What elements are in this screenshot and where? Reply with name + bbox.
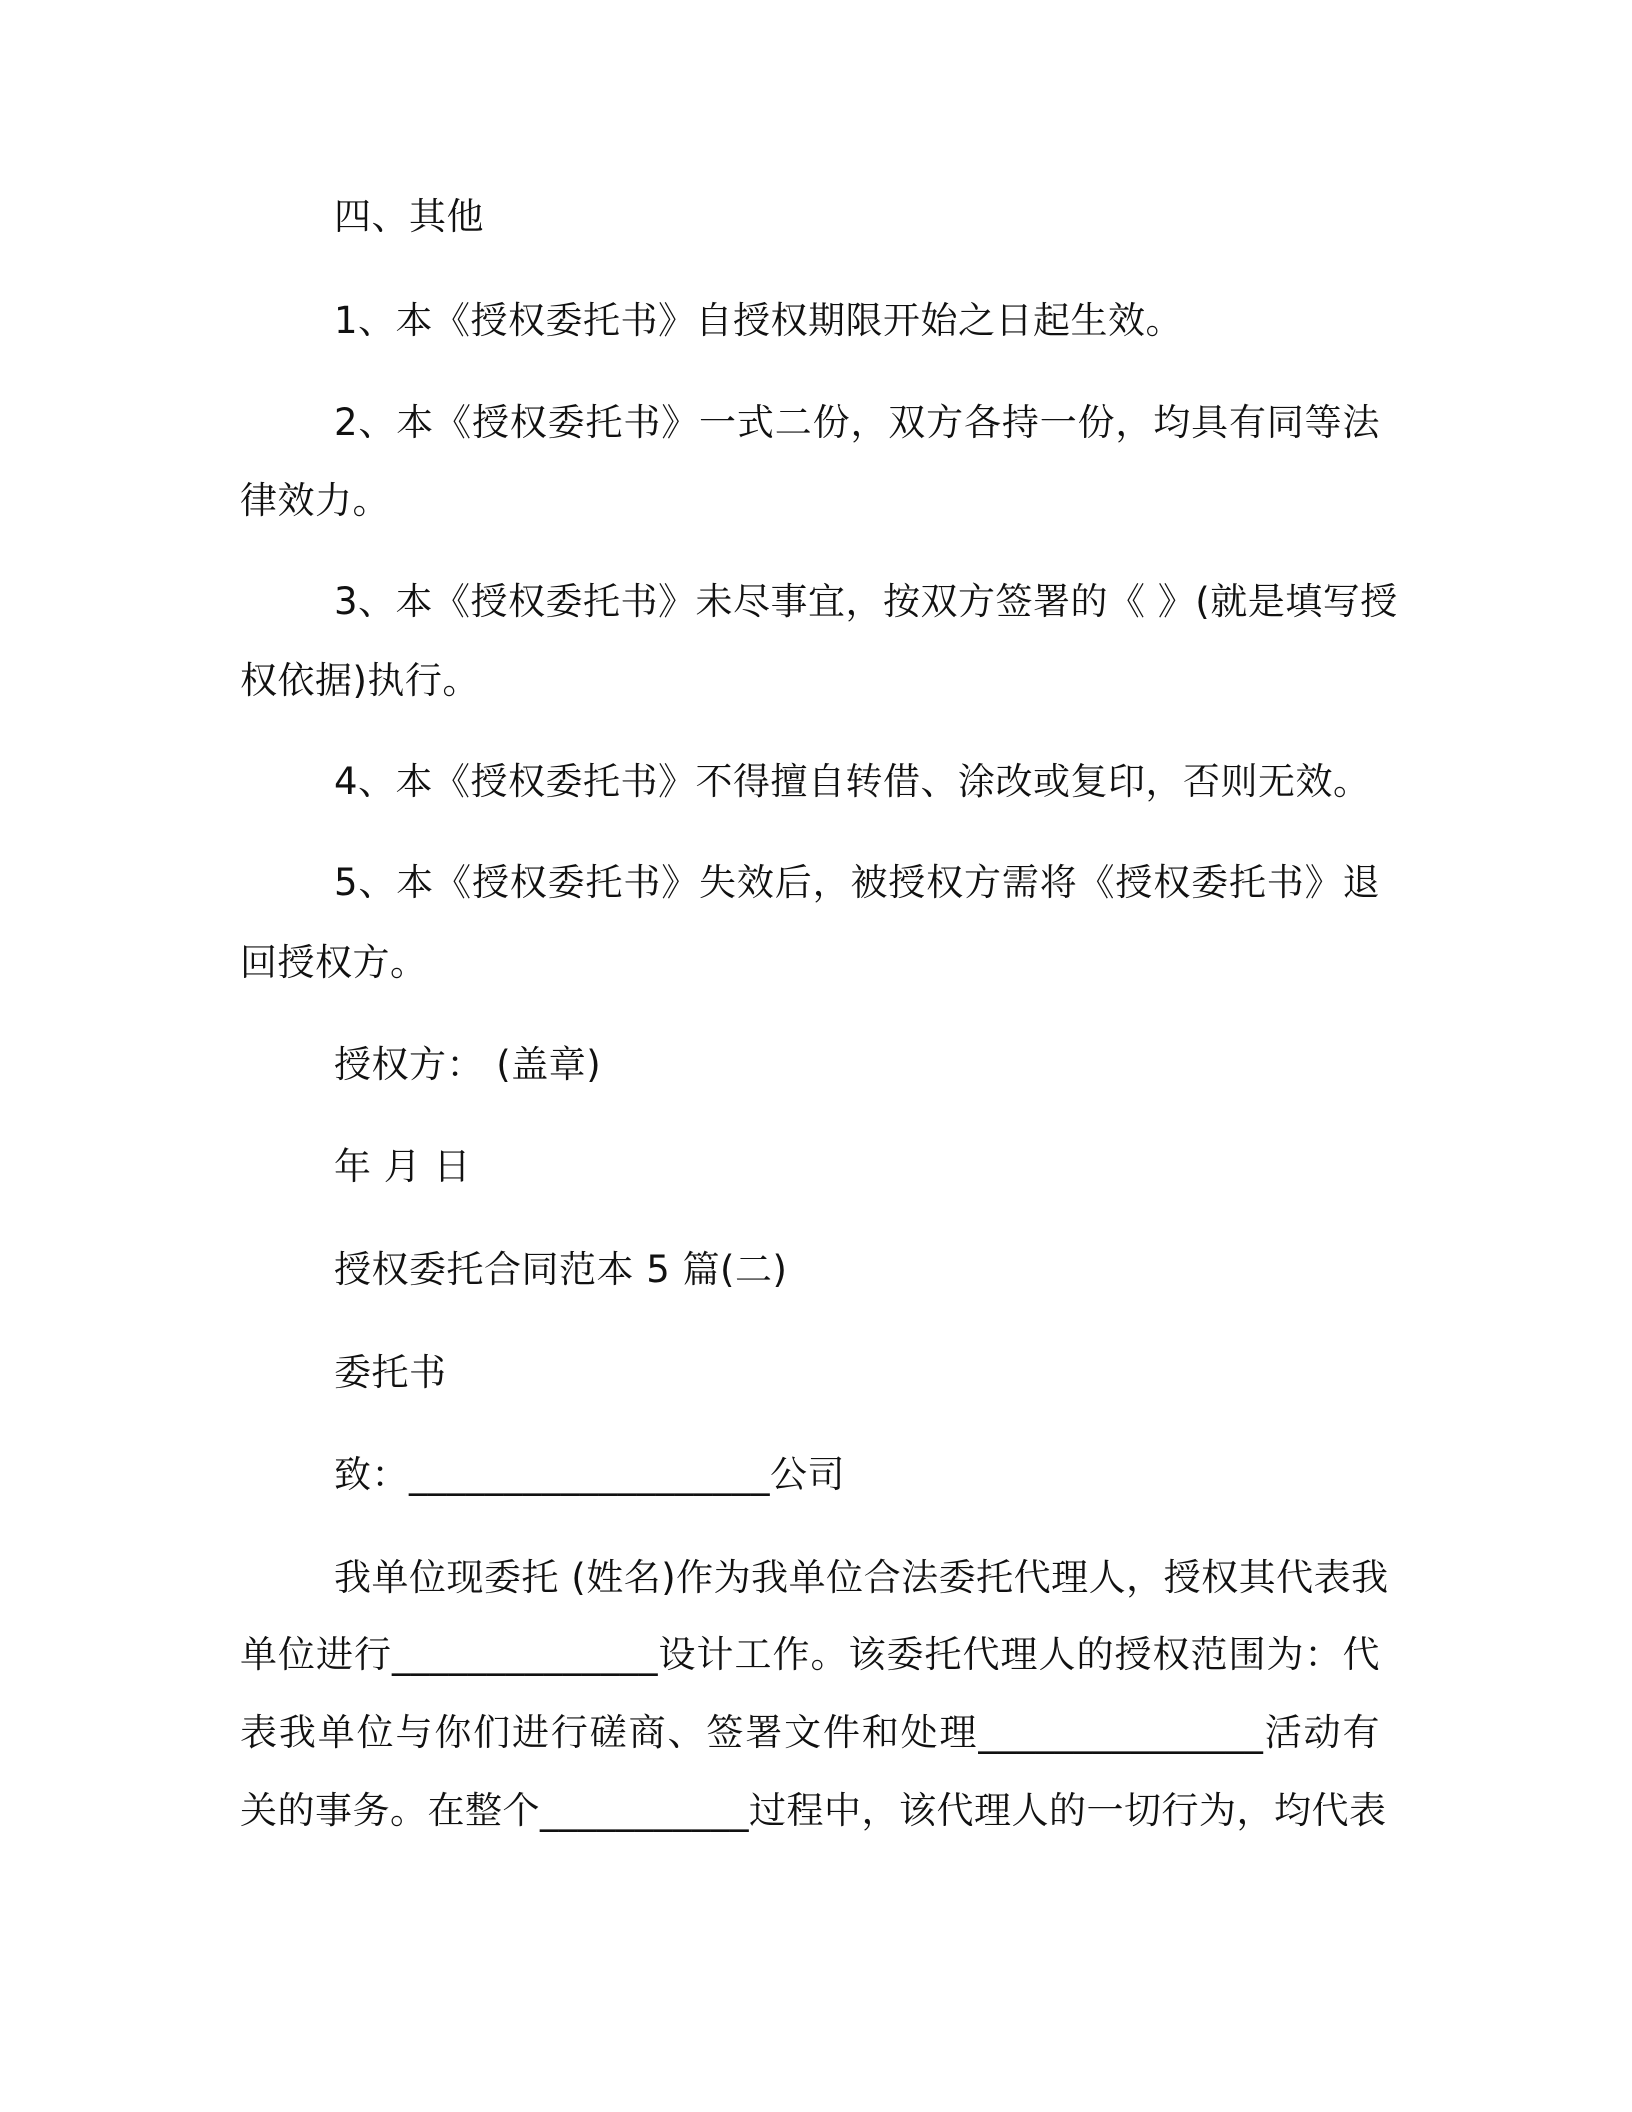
clause-5-line-1: 5、本《授权委托书》失效后，被授权方需将《授权委托书》退	[334, 861, 1380, 904]
clause-3-line-1: 3、本《授权委托书》未尽事宜，按双方签署的《 》(就是填写授	[334, 580, 1398, 623]
addressee-line	[334, 1450, 845, 1500]
body-line-2	[240, 1630, 1380, 1680]
body-line-4-blank: ___________	[540, 1789, 749, 1832]
body-line-4-text-a: 关的事务。在整个	[240, 1789, 540, 1832]
letter-title: 委托书	[334, 1351, 447, 1394]
body-line-4	[240, 1786, 1387, 1836]
body-line-2-blank: ______________	[392, 1633, 658, 1676]
clause-1: 1、本《授权委托书》自授权期限开始之日起生效。	[334, 299, 1184, 342]
authorizer-seal-line: 授权方： (盖章)	[334, 1043, 602, 1086]
body-line-3-text-b: 活动有	[1263, 1711, 1381, 1754]
clause-2-line-2: 律效力。	[240, 479, 390, 522]
addressee-prefix: 致：	[334, 1453, 409, 1496]
date-line: 年 月 日	[334, 1145, 472, 1188]
section-heading: 四、其他	[334, 195, 484, 238]
body-line-1: 我单位现委托 (姓名)作为我单位合法委托代理人，授权其代表我	[334, 1556, 1389, 1599]
addressee-blank: ___________________	[409, 1453, 770, 1496]
body-line-3-blank: _______________	[978, 1711, 1264, 1754]
body-line-3-text-a: 表我单位与你们进行磋商、签署文件和处理	[240, 1711, 979, 1754]
body-line-3	[240, 1708, 1380, 1758]
clause-5-line-2: 回授权方。	[240, 941, 428, 984]
article-title: 授权委托合同范本 5 篇(二)	[334, 1248, 788, 1291]
addressee-suffix: 公司	[770, 1453, 845, 1496]
clause-2-line-1: 2、本《授权委托书》一式二份，双方各持一份，均具有同等法	[334, 401, 1380, 444]
clause-3-line-2: 权依据)执行。	[240, 659, 480, 702]
body-line-2-text-a: 单位进行	[240, 1633, 392, 1676]
clause-4: 4、本《授权委托书》不得擅自转借、涂改或复印，否则无效。	[334, 760, 1371, 803]
body-line-2-text-b: 设计工作。该委托代理人的授权范围为：代	[658, 1633, 1380, 1676]
body-line-4-text-b: 过程中，该代理人的一切行为，均代表	[749, 1789, 1387, 1832]
